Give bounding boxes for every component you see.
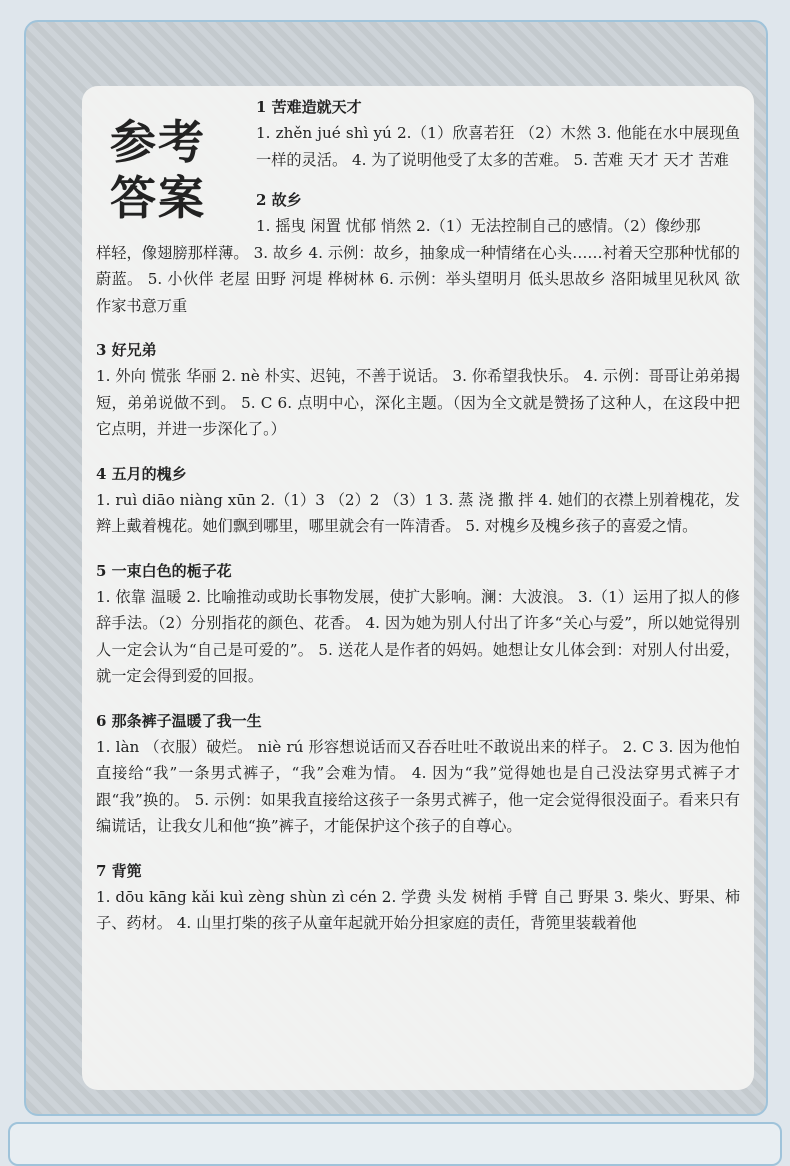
section-body: 1. zhěn jué shì yú 2.（1）欣喜若狂 （2）木然 3. 他能在水中展现鱼一样的灵活。 4. 为了说明他受了太多的苦难。 5. 苦难 天才 天才 苦难: [256, 124, 740, 169]
section-body: 1. dōu kāng kǎi kuì zèng shùn zì cén 2. 学费 头发 树梢 手臂 自己 野果 3. 柴火、野果、柿子、药材。 4. 山里打柴的孩子从童年起就开始分担家庭的责任，背篼里装载着他: [96, 887, 740, 932]
section-heading: 6 那条裤子温暖了我一生: [96, 711, 262, 730]
answer-section-6: [96, 708, 740, 840]
section-heading: 1 苦难造就天才: [256, 98, 362, 116]
title-line-1: 参考: [110, 115, 206, 169]
answer-section-7: [96, 858, 740, 937]
answer-section-1: [256, 88, 740, 173]
section-body: 1. 外向 慌张 华丽 2. nè 朴实、迟钝，不善于说话。 3. 你希望我快乐。 4. 示例：哥哥让弟弟揭短，弟弟说做不到。 5. C 6. 点明中心，深化主题。（因为全文就是赞扬了这种人，在这段中把它点明，并进一步深化了。）: [96, 367, 740, 438]
section-heading: 2 故乡: [256, 191, 302, 209]
section-heading: 7 背篼: [96, 861, 142, 880]
section-heading: 4 五月的槐乡: [96, 464, 187, 483]
answer-section-3: [96, 337, 740, 443]
section-body: 1. ruì diāo niàng xūn 2.（1）3 （2）2 （3）1 3. 蒸 浇 撒 拌 4. 她们的衣襟上别着槐花，发辫上戴着槐花。她们飘到哪里，哪里就会有一阵清香。 5. 对槐乡及槐乡孩子的喜爱之情。: [96, 490, 740, 535]
page-title: [110, 114, 230, 226]
section-body-first-line: 1. 摇曳 闲置 忧郁 悄然 2.（1）无法控制自己的感情。（2）像纱那: [256, 217, 701, 235]
answer-section-4: [96, 461, 740, 540]
section-body: 1. làn （衣服）破烂。 niè rú 形容想说话而又吞吞吐吐不敢说出来的样子。 2. C 3. 因为他怕直接给“我”一条男式裤子，“我”会难为情。 4. 因为“我”觉得她也是自己没法穿男式裤子才跟“我”换的。 5. 示例：如果我直接给这孩子一条男式裤子，他一定会觉得很没面子。看来只有编谎话，让我女儿和他“换”裤子，才能保护这个孩子的自尊心。: [96, 737, 740, 835]
title-line-2: 答案: [110, 171, 206, 225]
section-body: 1. 依靠 温暖 2. 比喻推动或助长事物发展，使扩大影响。澜：大波浪。 3.（1）运用了拟人的修辞手法。（2）分别指花的颜色、花香。 4. 因为她为别人付出了许多“关心与爱”，所以她觉得别人一定会认为“自己是可爱的”。 5. 送花人是作者的妈妈。她想让女儿体会到：对别人付出爱，就一定会得到爱的回报。: [96, 587, 740, 685]
answer-panel: [82, 86, 754, 1090]
next-page-strip: [8, 1122, 782, 1166]
section-body: 样轻，像翅膀那样薄。 3. 故乡 4. 示例：故乡，抽象成一种情绪在心头……衬着天空那种忧郁的蔚蓝。 5. 小伙伴 老屋 田野 河堤 桦树林 6. 示例：举头望明月 低头思故乡 洛阳城里见秋风 欲作家书意万重: [96, 243, 740, 315]
answer-section-5: [96, 558, 740, 690]
section-heading: 3 好兄弟: [96, 341, 157, 359]
section-heading: 5 一束白色的栀子花: [96, 561, 232, 580]
